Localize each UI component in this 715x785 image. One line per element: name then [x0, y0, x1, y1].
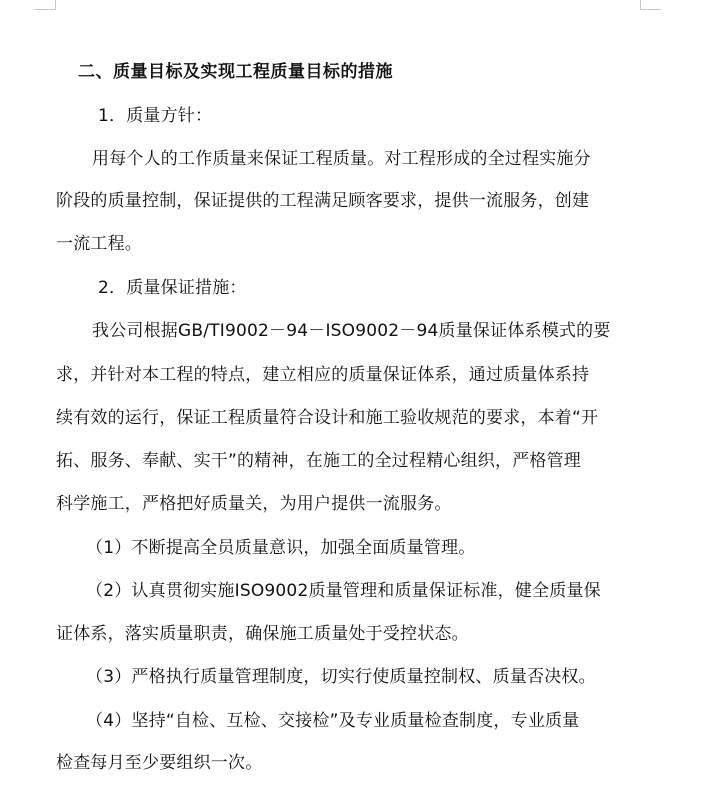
measure-item-2-line-2: 证体系，落实质量职责，确保施工质量处于受控状态。 [56, 624, 469, 644]
crop-mark-top-right-vertical [640, 0, 641, 10]
measure-item-4-line-2: 检查每月至少要组织一次。 [56, 753, 263, 773]
quality-measures-line-4: 拓、服务、奉献、实干”的精神，在施工的全过程精心组织，严格管理 [56, 451, 582, 471]
measure-item-4-line-1: （4）坚持“自检、互检、交接检”及专业质量检查制度，专业质量 [86, 711, 580, 731]
measure-item-2-line-1: （2）认真贯彻实施ISO9002质量管理和质量保证标准，健全质量保 [86, 581, 601, 601]
quality-policy-line-1: 用每个人的工作质量来保证工程质量。对工程形成的全过程实施分 [92, 149, 591, 169]
crop-mark-top-right-horizontal [640, 9, 661, 10]
quality-measures-title: 2．质量保证措施： [98, 278, 247, 298]
quality-measures-line-1: 我公司根据GB/TI9002－94－ISO9002－94质量保证体系模式的要 [92, 321, 611, 341]
crop-mark-top-left-vertical [55, 0, 56, 10]
measure-item-3: （3）严格执行质量管理制度，切实行使质量控制权、质量否决权。 [86, 667, 596, 687]
quality-measures-line-5: 科学施工，严格把好质量关，为用户提供一流服务。 [56, 494, 452, 514]
quality-policy-line-2: 阶段的质量控制，保证提供的工程满足顾客要求，提供一流服务，创建 [56, 191, 590, 211]
quality-measures-line-3: 续有效的运行，保证工程质量符合设计和施工验收规范的要求，本着“开 [56, 408, 599, 428]
quality-measures-line-2: 求，并针对本工程的特点，建立相应的质量保证体系，通过质量体系持 [56, 365, 590, 385]
measure-item-1: （1）不断提高全员质量意识，加强全面质量管理。 [86, 538, 476, 558]
quality-policy-title: 1．质量方针： [98, 106, 213, 126]
quality-policy-line-3: 一流工程。 [56, 234, 142, 254]
section-heading: 二、质量目标及实现工程质量目标的措施 [78, 62, 393, 82]
crop-mark-top-left-horizontal [34, 9, 55, 10]
